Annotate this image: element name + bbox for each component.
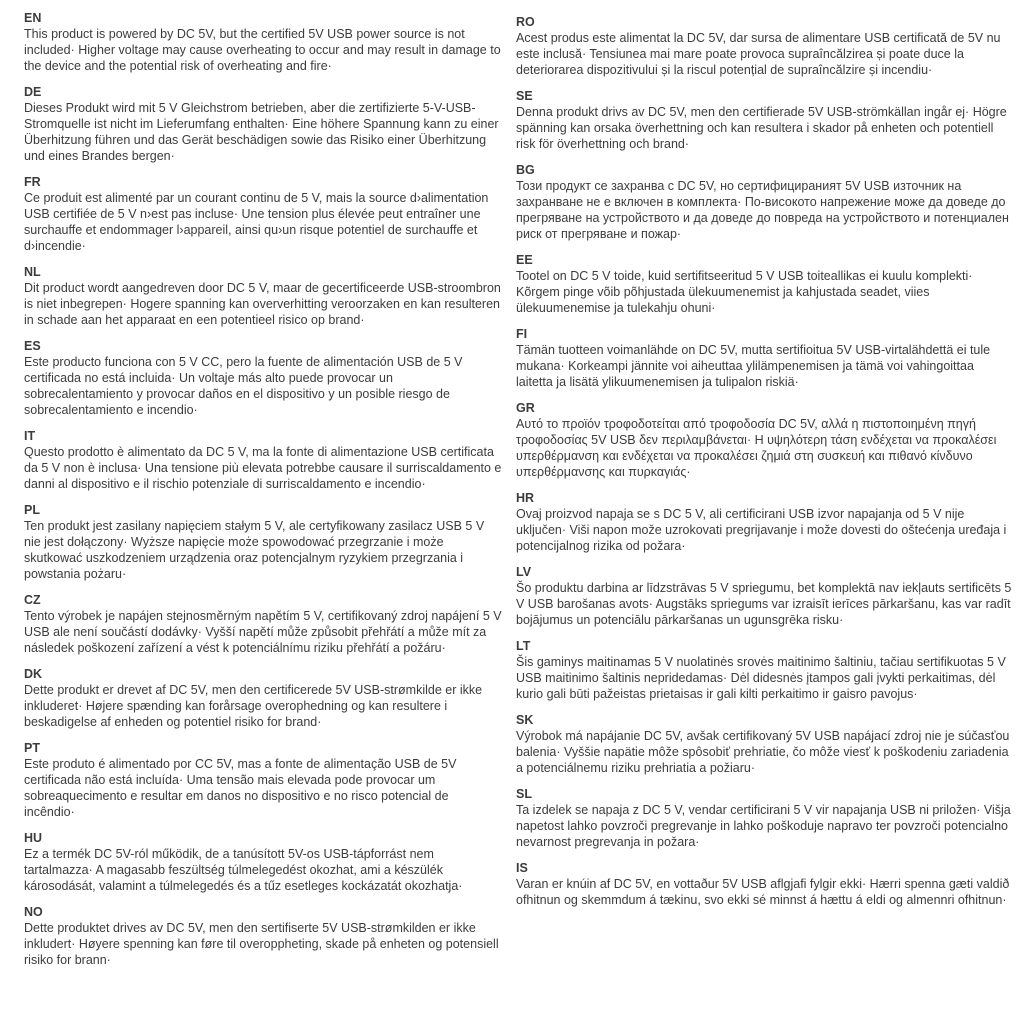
language-section-gr	[516, 400, 1012, 480]
language-text-sk: Výrobok má napájanie DC 5V, avšak certifikovaný 5V USB napájací zdroj nie je súčasťou balenia· Vyššie napätie môže spôsobiť prehriatie, čo môže viesť k poškodeniu zariadenia a potenciálnemu riziku prehriatia a požiaru·	[516, 729, 1010, 775]
language-text-no: Dette produktet drives av DC 5V, men den sertifiserte 5V USB-strømkilden er ikke inkludert· Høyere spenning kan føre til overoppheting, skade på enheten og potensiell risiko for brann·	[24, 921, 499, 967]
language-text-fr: Ce produit est alimenté par un courant continu de 5 V, mais la source d›alimentation USB certifiée de 5 V n›est pas incluse· Une tension plus élevée peut entraîner une surchauffe et endommager l›appareil, ainsi qu›un risque potentiel de surchauffe et d›incendie·	[24, 191, 489, 253]
language-code-sl: SL	[516, 787, 532, 801]
language-section-ee	[516, 252, 1012, 316]
language-code-ro: RO	[516, 15, 535, 29]
language-section-lv	[516, 564, 1012, 628]
language-section-fr	[24, 174, 502, 254]
language-text-pt: Este produto é alimentado por CC 5V, mas a fonte de alimentação USB de 5V certificada não está incluída· Uma tensão mais elevada pode provocar um sobreaquecimento e resultar em danos no dispositivo e no risco potencial de incêndio·	[24, 757, 457, 819]
language-text-gr: Αυτό το προϊόν τροφοδοτείται από τροφοδοσία DC 5V, αλλά η πιστοποιημένη πηγή τροφοδοσίας 5V USB δεν περιλαμβάνεται· Η υψηλότερη τάση ενδέχεται να προκαλέσει υπερθέρμανση και ενδέχεται να προκαλέσει ζημιά στη συσκευή και πιθανό κίνδυνο υπερθέρμανσης και πυρκαγιάς·	[516, 417, 997, 479]
language-section-lt	[516, 638, 1012, 702]
language-section-nl	[24, 264, 502, 328]
language-code-hr: HR	[516, 491, 535, 505]
language-section-de	[24, 84, 502, 164]
language-text-lv: Šo produktu darbina ar līdzstrāvas 5 V spriegumu, bet komplektā nav iekļauts sertificēts 5 V USB barošanas avots· Augstāks spriegums var izraisīt ierīces pārkaršanu, kas var radīt bojājumus un potenciālu pārkaršanas un ugunsgrēka risku·	[516, 581, 1012, 627]
language-code-hu: HU	[24, 831, 43, 845]
language-code-de: DE	[24, 85, 42, 99]
language-section-se	[516, 88, 1012, 152]
right-column	[516, 10, 1012, 1024]
language-text-ee: Tootel on DC 5 V toide, kuid sertifitseeritud 5 V USB toiteallikas ei kuulu komplekti· Kõrgem pinge võib põhjustada ülekuumenemist ja kahjustada seadet, viies ülekuumenemise ja tulekahju ohuni·	[516, 269, 973, 315]
language-text-es: Este producto funciona con 5 V CC, pero la fuente de alimentación USB de 5 V certificada no está incluida· Un voltaje más alto puede provocar un sobrecalentamiento y provocar daños en el dispositivo y un posible riesgo de sobrecalentamiento e incendio·	[24, 355, 463, 417]
language-code-nl: NL	[24, 265, 41, 279]
language-text-lt: Šis gaminys maitinamas 5 V nuolatinės srovės maitinimo šaltiniu, tačiau sertifikuotas 5 V USB maitinimo šaltinis nepridedamas· Dėl didesnės įtampos gali įvykti perkaitimas, dėl kurio gali būti pažeistas prietaisas ir gali kilti perkaitimo ir gaisro pavojus·	[516, 655, 1006, 701]
language-code-es: ES	[24, 339, 41, 353]
language-text-nl: Dit product wordt aangedreven door DC 5 V, maar de gecertificeerde USB-stroombron is niet inbegrepen· Hogere spanning kan oververhitting veroorzaken en kan resulteren in schade aan het apparaat en een potentieel risico op brand·	[24, 281, 501, 327]
language-section-pl	[24, 502, 502, 582]
language-section-fi	[516, 326, 1012, 390]
language-code-pt: PT	[24, 741, 40, 755]
language-section-sl	[516, 786, 1012, 850]
language-section-hu	[24, 830, 502, 894]
language-section-en	[24, 10, 502, 74]
language-section-it	[24, 428, 502, 492]
language-section-sk	[516, 712, 1012, 776]
language-section-cz	[24, 592, 502, 656]
language-text-fi: Tämän tuotteen voimanlähde on DC 5V, mutta sertifioitua 5V USB-virtalähdettä ei tule mukana· Korkeampi jännite voi aiheuttaa ylilämpenemisen ja tämä voi vahingoittaa laitetta ja lisätä ylikuumenemisen ja tulipalon riskiä·	[516, 343, 991, 389]
language-code-cz: CZ	[24, 593, 41, 607]
language-text-it: Questo prodotto è alimentato da DC 5 V, ma la fonte di alimentazione USB certificata da 5 V non è inclusa· Una tensione più elevata potrebbe causare il surriscaldamento e danni al dispositivo e il rischio potenziale di surriscaldamento e incendio·	[24, 445, 502, 491]
language-section-is	[516, 860, 1012, 908]
language-text-se: Denna produkt drivs av DC 5V, men den certifierade 5V USB-strömkällan ingår ej· Högre spänning kan orsaka överhettning och kan resultera i skador på enheten och potentiell risk för överhettning och brand·	[516, 105, 1007, 151]
language-section-hr	[516, 490, 1012, 554]
language-text-is: Varan er knúin af DC 5V, en vottaður 5V USB aflgjafi fylgir ekki· Hærri spenna gæti valdið ofhitnun og skemmdum á tækinu, svo ekki sé minnst á hættu á eldi og almennri ofhitnun·	[516, 877, 1010, 907]
language-code-it: IT	[24, 429, 36, 443]
language-section-es	[24, 338, 502, 418]
language-code-no: NO	[24, 905, 43, 919]
language-text-hu: Ez a termék DC 5V-ról működik, de a tanúsított 5V-os USB-tápforrást nem tartalmazza· A magasabb feszültség túlmelegedést okozhat, ami a készülék károsodását, valamint a túlmelegedés és a tűz esetleges kockázatát okozhatja·	[24, 847, 463, 893]
language-text-hr: Ovaj proizvod napaja se s DC 5 V, ali certificirani USB izvor napajanja od 5 V nije uključen· Viši napon može uzrokovati pregrijavanje i može dovesti do oštećenja uređaja i potencijalnog rizika od požara·	[516, 507, 1007, 553]
language-text-ro: Acest produs este alimentat la DC 5V, dar sursa de alimentare USB certificată de 5V nu este inclusă· Tensiunea mai mare poate provoca supraîncălzirea și poate duce la deteriorarea dispozitivului și la riscul potențial de supraîncălzire și incendiu·	[516, 31, 1001, 77]
language-code-gr: GR	[516, 401, 535, 415]
language-section-no	[24, 904, 502, 968]
language-code-fi: FI	[516, 327, 528, 341]
left-column	[24, 10, 502, 1024]
language-code-lt: LT	[516, 639, 531, 653]
language-code-sk: SK	[516, 713, 534, 727]
language-text-cz: Tento výrobek je napájen stejnosměrným napětím 5 V, certifikovaný zdroj napájení 5 V USB ale není součástí dodávky· Vyšší napětí může způsobit přehřátí a může mít za následek poškození zařízení a vést k potenciálnímu riziku přehřátí a požáru·	[24, 609, 502, 655]
language-code-bg: BG	[516, 163, 535, 177]
language-text-de: Dieses Produkt wird mit 5 V Gleichstrom betrieben, aber die zertifizierte 5-V-USB-Stromquelle ist nicht im Lieferumfang enthalten· Eine höhere Spannung kann zu einer Überhitzung führen und das Gerät beschädigen sowie das Risiko einer Überhitzung und eines Brandes bergen·	[24, 101, 499, 163]
language-code-pl: PL	[24, 503, 40, 517]
language-code-fr: FR	[24, 175, 41, 189]
language-text-dk: Dette produkt er drevet af DC 5V, men den certificerede 5V USB-strømkilde er ikke inkluderet· Højere spænding kan forårsage overophedning og kan resultere i beskadigelse af enheden og potentiel risiko for brand·	[24, 683, 483, 729]
language-code-se: SE	[516, 89, 533, 103]
language-text-sl: Ta izdelek se napaja z DC 5 V, vendar certificirani 5 V vir napajanja USB ni priložen· Višja napetost lahko povzroči pregrevanje in lahko poškoduje napravo ter povzroči potencialno nevarnost pregrevanja in požara·	[516, 803, 1011, 849]
language-section-ro	[516, 14, 1012, 78]
language-code-ee: EE	[516, 253, 533, 267]
language-code-lv: LV	[516, 565, 532, 579]
language-text-pl: Ten produkt jest zasilany napięciem stałym 5 V, ale certyfikowany zasilacz USB 5 V nie jest dołączony· Wyższe napięcie może spowodować przegrzanie i może skutkować uszkodzeniem urządzenia oraz potencjalnym ryzykiem przegrzania i powstania pożaru·	[24, 519, 485, 581]
language-section-bg	[516, 162, 1012, 242]
language-code-en: EN	[24, 11, 42, 25]
language-section-dk	[24, 666, 502, 730]
language-code-dk: DK	[24, 667, 43, 681]
language-text-bg: Този продукт се захранва с DC 5V, но сертифицираният 5V USB източник на захранване не е включен в комплекта· По-високото напрежение може да доведе до прегряване на устройството и да доведе до повреда на устройството и потенциален риск от прегряване и пожар·	[516, 179, 1009, 241]
language-section-pt	[24, 740, 502, 820]
language-text-en: This product is powered by DC 5V, but the certified 5V USB power source is not included· Higher voltage may cause overheating to occur and may result in damage to the device and the potential risk of overheating and fire·	[24, 27, 501, 73]
language-code-is: IS	[516, 861, 528, 875]
